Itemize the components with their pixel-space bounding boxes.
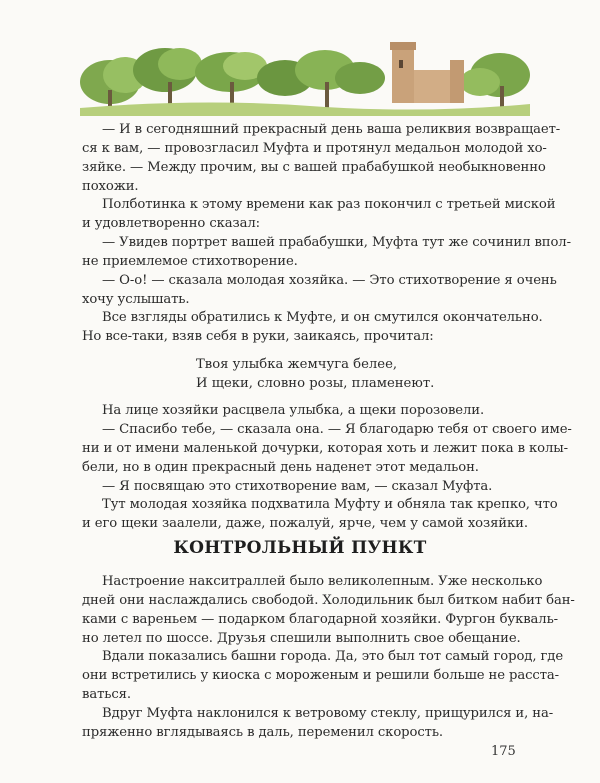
text-line: ни и от имени маленькой дочурки, которая хоть и лежит пока в колы- xyxy=(82,440,569,456)
text-line: дней они наслаждались свободой. Холодильник был битком набит бан- xyxy=(82,592,575,608)
text-line: но летел по шоссе. Друзья спешили выполнить свое обещание. xyxy=(82,630,521,646)
text-line: — О-о! — сказала молодая хозяйка. — Это стихотворение я очень xyxy=(102,272,557,288)
text-line: — Я посвящаю это стихотворение вам, — сказал Муфта. xyxy=(102,478,493,494)
page-number: 175 xyxy=(491,744,516,759)
chapter-text xyxy=(82,573,575,743)
text-line: На лице хозяйки расцвела улыбка, а щеки порозовели. xyxy=(102,403,485,419)
text-line: бели, но в один прекрасный день наденет этот медальон. xyxy=(82,459,479,475)
text-line: Полботинка к этому времени как раз покончил с третьей миской xyxy=(102,197,556,213)
landscape-illustration xyxy=(80,20,530,120)
poem xyxy=(82,355,519,393)
text-line: пряженно вглядываясь в даль, переменил скорость. xyxy=(82,724,443,740)
text-line: Но все-таки, взяв себя в руки, заикаясь, прочитал: xyxy=(82,329,434,345)
text-line: похожи. xyxy=(82,178,139,194)
text-line: Вдруг Муфта наклонился к ветровому стеклу, прищурился и, на- xyxy=(102,705,554,721)
text-line: ками с вареньем — подарком благодарной хозяйки. Фургон букваль- xyxy=(82,611,559,627)
text-line: хочу услышать. xyxy=(82,291,190,307)
poem-line: Твоя улыбка жемчуга белее, xyxy=(196,357,398,373)
poem-line: И щеки, словно розы, пламенеют. xyxy=(196,376,435,392)
text-line: зяйке. — Между прочим, вы с вашей прабабушкой необыкновенно xyxy=(82,159,546,175)
text-line: Все взгляды обратились к Муфте, и он смутился окончательно. xyxy=(102,310,543,326)
text-line: — Увидев портрет вашей прабабушки, Муфта тут же сочинил впол- xyxy=(102,235,571,251)
text-line: Вдали показались башни города. Да, это был тот самый город, где xyxy=(102,649,564,665)
text-line: и удовлетворенно сказал: xyxy=(82,216,260,232)
story-text xyxy=(82,121,572,534)
text-line: Тут молодая хозяйка подхватила Муфту и обняла так крепко, что xyxy=(102,497,558,513)
text-line: они встретились у киоска с мороженым и решили больше не расста- xyxy=(82,668,560,684)
text-line: ся к вам, — провозгласил Муфта и протянул медальон молодой хо- xyxy=(82,140,547,156)
castle-icon xyxy=(390,42,464,103)
text-line: и его щеки заалели, даже, пожалуй, ярче, чем у самой хозяйки. xyxy=(82,516,528,532)
text-line: — Спасибо тебе, — сказала она. — Я благодарю тебя от своего име- xyxy=(102,421,572,437)
text-line: не приемлемое стихотворение. xyxy=(82,253,298,269)
text-line: Настроение накситраллей было великолепным. Уже несколько xyxy=(102,574,543,589)
text-line: ваться. xyxy=(82,687,131,703)
chapter-heading: КОНТРОЛЬНЫЙ ПУНКТ xyxy=(173,538,427,558)
text-line: — И в сегодняшний прекрасный день ваша реликвия возвращает- xyxy=(102,122,561,137)
